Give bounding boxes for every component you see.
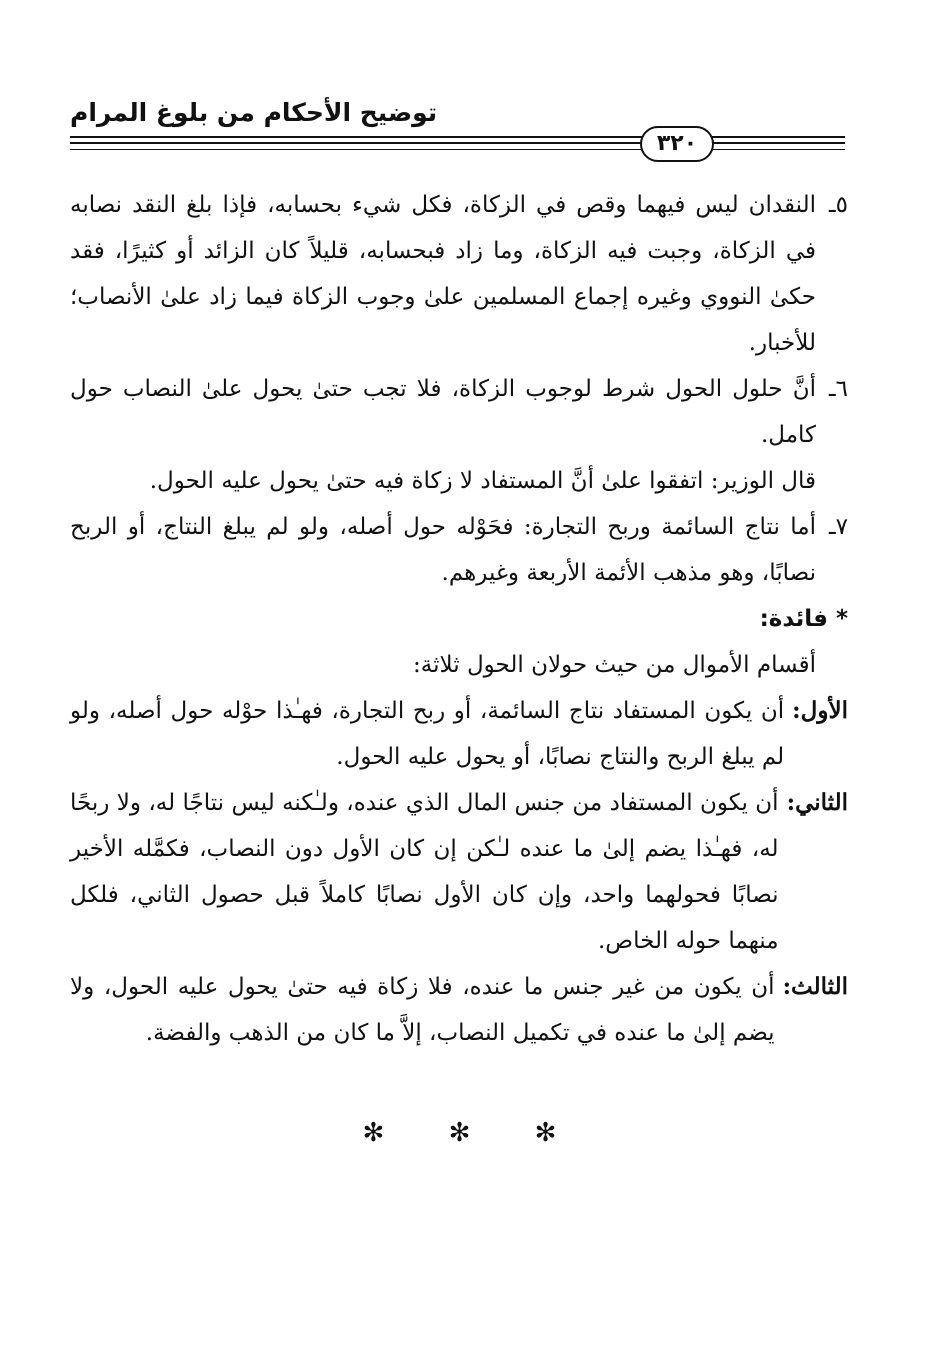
header-rule-bottom — [70, 149, 845, 150]
header-rule-top — [70, 136, 845, 138]
note-part — [70, 688, 848, 780]
part-text: أن يكون المستفاد من جنس المال الذي عنده، ولـٰكنه ليس نتاجًا له، ولا ربحًا له، فهـٰذا يضم إلىٰ ما عنده لـٰكن إن كان الأول دون النصاب، فكمَّله الأخير نصابًا فحولهما واحد، وإن كان الأول نصابًا كاملاً قبل حصول الثاني، فلكل منهما حوله الخاص. — [70, 790, 779, 954]
item-number: ٦ـ — [828, 376, 848, 402]
wazir-quote: قال الوزير: اتفقوا علىٰ أنَّ المستفاد لا زكاة فيه حتىٰ يحول عليه الحول. — [149, 468, 816, 494]
item-text: النقدان ليس فيهما وقص في الزكاة، فكل شيء بحسابه، فإذا بلغ النقد نصابه في الزكاة، وجبت فيه الزكاة، وما زاد فبحسابه، قليلاً كان الزائد أو كثيرًا، فقد حكىٰ النووي وغيره إجماع المسلمين علىٰ وجوب الزكاة فيما زاد علىٰ الأنصاب؛ للأخبار. — [70, 192, 816, 356]
part-text: أن يكون المستفاد نتاج السائمة، أو ربح التجارة، فهـٰذا حوْله حول أصله، ولو لم يبلغ الربح والنتاج نصابًا، أو يحول عليه الحول. — [70, 698, 785, 770]
part-label: الأول: — [792, 697, 848, 724]
note-intro: أقسام الأموال من حيث حولان الحول ثلاثة: — [413, 652, 816, 678]
page-number-badge: ٣٢٠ — [640, 126, 714, 162]
list-item — [70, 366, 848, 458]
page-body — [70, 182, 848, 1056]
list-item — [70, 504, 848, 596]
note-part — [70, 780, 848, 964]
note-part — [70, 964, 848, 1056]
section-separator: ✻ ✻ ✻ — [362, 1118, 585, 1148]
part-label: الثاني: — [786, 789, 848, 816]
header-rule-middle — [70, 142, 845, 144]
item-number: ٥ـ — [828, 192, 848, 218]
item-text: أنَّ حلول الحول شرط لوجوب الزكاة، فلا تجب حتىٰ يحول علىٰ النصاب حول كامل. — [70, 376, 816, 448]
running-header-title: توضيح الأحكام من بلوغ المرام — [70, 98, 438, 127]
item-text: أما نتاج السائمة وربح التجارة: فحَوْله حول أصله، ولو لم يبلغ النتاج، أو الربح نصابًا، وهو مذهب الأئمة الأربعة وغيرهم. — [70, 514, 816, 586]
part-label: الثالث: — [782, 973, 848, 1000]
part-text: أن يكون من غير جنس ما عنده، فلا زكاة فيه حتىٰ يحول عليه الحول، ولا يضم إلىٰ ما عنده في تكميل النصاب، إلاَّ ما كان من الذهب والفضة. — [70, 974, 775, 1046]
item-number: ٧ـ — [828, 514, 848, 540]
list-item — [70, 182, 848, 366]
note-heading: * فائدة: — [759, 606, 848, 632]
